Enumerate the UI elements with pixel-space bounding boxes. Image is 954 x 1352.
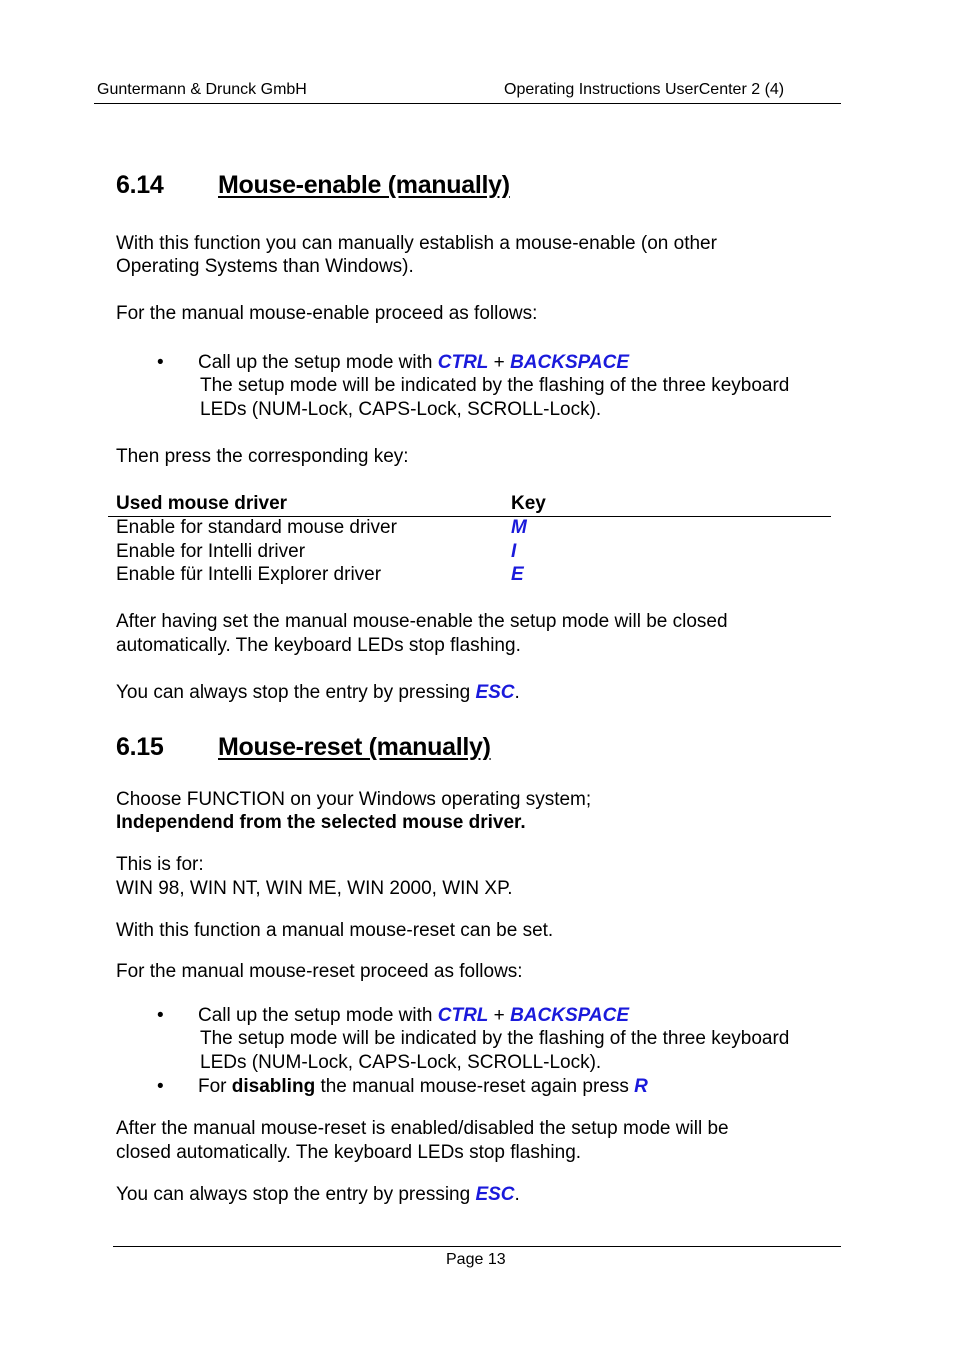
bullet-bold-text: disabling: [231, 1076, 316, 1097]
table-row-label: Enable for standard mouse driver: [116, 517, 397, 538]
section-615-bullet1-line2: The setup mode will be indicated by the flashing of the three keyboard: [200, 1028, 790, 1049]
section-614-bullet-line2: The setup mode will be indicated by the flashing of the three keyboard: [200, 375, 790, 396]
key-esc: ESC: [475, 682, 515, 703]
table-row-key: M: [511, 517, 527, 538]
section-615-stop-hint: [116, 1183, 520, 1206]
section-614-title: Mouse-enable (manually): [218, 171, 510, 199]
section-614-after-line1: After having set the manual mouse-enable the setup mode will be closed: [116, 611, 728, 632]
section-615-choose-line1: Choose FUNCTION on your Windows operating system;: [116, 789, 592, 810]
key-ctrl: CTRL: [437, 1005, 489, 1026]
section-615-bullet1-line1: [198, 1004, 629, 1027]
bullet-symbol: •: [157, 1076, 164, 1097]
section-614-proceed: For the manual mouse-enable proceed as follows:: [116, 303, 538, 324]
bullet-symbol: •: [157, 352, 164, 373]
section-615-with-function: With this function a manual mouse-reset can be set.: [116, 920, 554, 941]
section-614-after-line2: automatically. The keyboard LEDs stop flashing.: [116, 635, 521, 656]
plus-sign: +: [488, 352, 511, 373]
footer-rule: [113, 1246, 841, 1247]
section-614-then-press: Then press the corresponding key:: [116, 446, 409, 467]
section-615-after-line1: After the manual mouse-reset is enabled/disabled the setup mode will be: [116, 1118, 729, 1139]
section-614-stop-hint: [116, 681, 520, 704]
header-rule: [94, 103, 841, 104]
table-row-label: Enable for Intelli driver: [116, 541, 306, 562]
section-615-choose-line2: Independend from the selected mouse driver.: [116, 812, 526, 833]
section-614-heading: [116, 170, 510, 200]
stop-end: .: [514, 682, 520, 703]
plus-sign: +: [488, 1005, 511, 1026]
section-614-bullet-line3: LEDs (NUM-Lock, CAPS-Lock, SCROLL-Lock).: [200, 399, 602, 420]
stop-end: .: [514, 1184, 520, 1205]
table-header-driver: Used mouse driver: [116, 493, 288, 514]
section-615-os-list: WIN 98, WIN NT, WIN ME, WIN 2000, WIN XP.: [116, 878, 513, 899]
table-header-key: Key: [511, 493, 546, 514]
section-615-bullet1-line3: LEDs (NUM-Lock, CAPS-Lock, SCROLL-Lock).: [200, 1052, 602, 1073]
section-614-bullet-line1: [198, 351, 629, 374]
section-615-proceed: For the manual mouse-reset proceed as follows:: [116, 961, 523, 982]
stop-text: You can always stop the entry by pressing: [116, 682, 476, 703]
page-number: Page 13: [446, 1251, 506, 1268]
section-615-bullet2: [198, 1075, 648, 1098]
key-backspace: BACKSPACE: [510, 1005, 629, 1026]
stop-text: You can always stop the entry by pressing: [116, 1184, 476, 1205]
section-614-intro-line1: With this function you can manually establish a mouse-enable (on other: [116, 233, 717, 254]
header-document-title: Operating Instructions UserCenter 2 (4): [504, 81, 785, 98]
bullet-text: Call up the setup mode with: [198, 1005, 438, 1026]
key-ctrl: CTRL: [437, 352, 489, 373]
key-r: R: [634, 1076, 648, 1097]
section-615-title: Mouse-reset (manually): [218, 733, 491, 761]
section-614-number: 6.14: [116, 171, 164, 199]
section-615-after-line2: closed automatically. The keyboard LEDs stop flashing.: [116, 1142, 582, 1163]
bullet-text: For: [198, 1076, 232, 1097]
table-row-label: Enable für Intelli Explorer driver: [116, 564, 382, 585]
table-row-key: E: [511, 564, 524, 585]
bullet-symbol: •: [157, 1005, 164, 1026]
table-row-key: I: [511, 541, 517, 562]
bullet-text: Call up the setup mode with: [198, 352, 438, 373]
key-backspace: BACKSPACE: [510, 352, 629, 373]
section-615-heading: [116, 732, 491, 762]
section-614-intro-line2: Operating Systems than Windows).: [116, 256, 414, 277]
key-esc: ESC: [475, 1184, 515, 1205]
section-615-this-is-for: This is for:: [116, 854, 204, 875]
section-615-number: 6.15: [116, 733, 164, 761]
header-company: Guntermann & Drunck GmbH: [97, 81, 307, 98]
bullet-text: the manual mouse-reset again press: [315, 1076, 635, 1097]
